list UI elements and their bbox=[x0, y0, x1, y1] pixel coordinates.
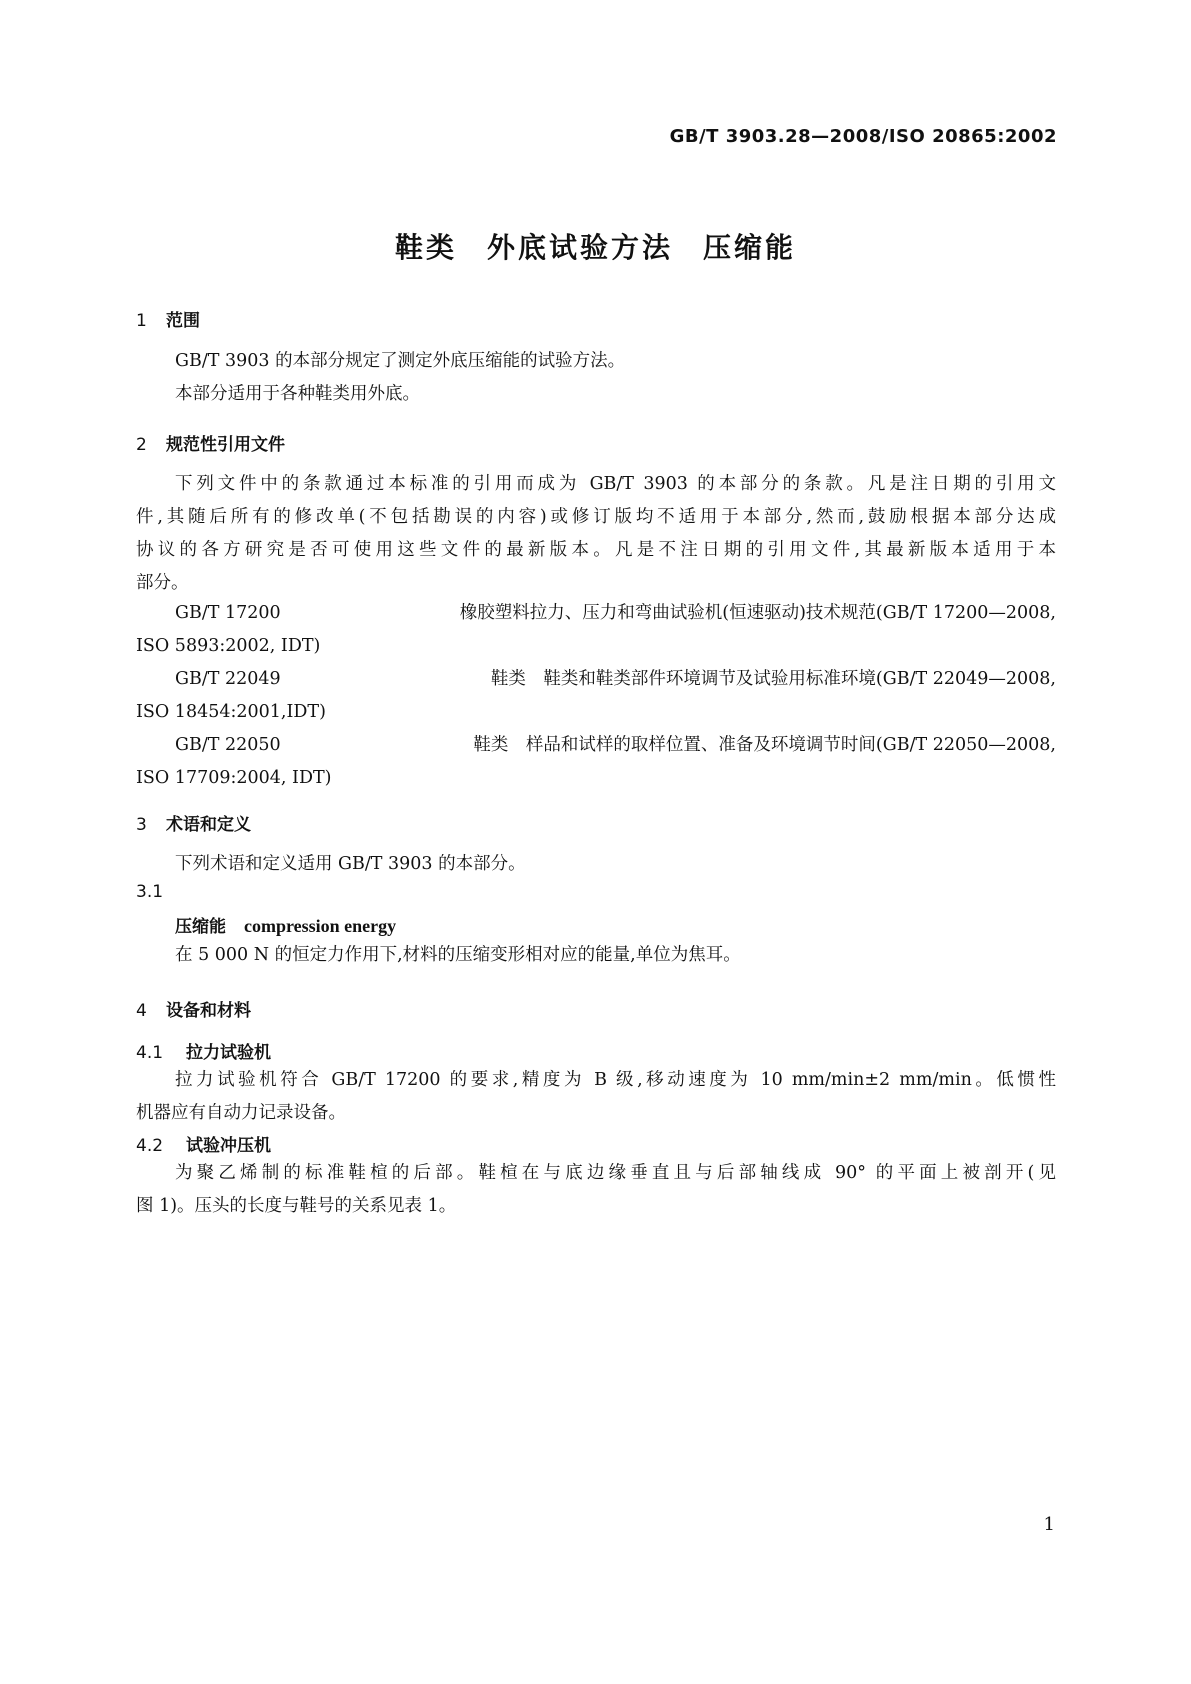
paragraph-line: 拉力试验机符合 GB/T 17200 的要求,精度为 B 级,移动速度为 10 mm/min±2 mm/min。低惯性 bbox=[175, 1070, 1056, 1090]
section-number: 2 bbox=[136, 435, 147, 455]
section-3-intro bbox=[136, 848, 1056, 881]
reference-continuation: ISO 18454:2001,IDT) bbox=[136, 702, 326, 722]
standard-code-header: GB/T 3903.28—2008/ISO 20865:2002 bbox=[669, 126, 1057, 147]
section-3-heading bbox=[136, 810, 251, 835]
paragraph-line: 图 1)。压头的长度与鞋号的关系见表 1。 bbox=[136, 1196, 457, 1216]
normative-reference bbox=[136, 597, 1056, 663]
section-title: 术语和定义 bbox=[166, 815, 251, 835]
document-title bbox=[0, 226, 1191, 266]
section-4-heading bbox=[136, 996, 251, 1021]
subsection-4-1-body bbox=[136, 1064, 1056, 1130]
title-part-1: 鞋类 bbox=[394, 231, 457, 264]
subsection-4-1-heading bbox=[136, 1038, 271, 1063]
page-number: 1 bbox=[1043, 1514, 1055, 1535]
section-title: 范围 bbox=[166, 311, 200, 331]
term-definition bbox=[136, 939, 1056, 972]
subsection-title: 试验冲压机 bbox=[186, 1136, 271, 1156]
subsection-number: 4.2 bbox=[136, 1136, 164, 1156]
paragraph: 本部分适用于各种鞋类用外底。 bbox=[175, 384, 420, 404]
paragraph-line: 协议的各方研究是否可使用这些文件的最新版本。凡是不注日期的引用文件,其最新版本适用于本 bbox=[136, 540, 1056, 560]
reference-title: 橡胶塑料拉力、压力和弯曲试验机(恒速驱动)技术规范(GB/T 17200—2008, bbox=[459, 603, 1056, 623]
title-part-2: 外底试验方法 bbox=[486, 231, 673, 264]
reference-code: GB/T 22050 bbox=[175, 735, 281, 755]
subsection-4-2-body bbox=[136, 1157, 1056, 1223]
paragraph-line: 部分。 bbox=[136, 573, 189, 593]
subsection-4-2-heading bbox=[136, 1131, 271, 1156]
term-chinese: 压缩能 bbox=[175, 917, 226, 937]
section-title: 规范性引用文件 bbox=[166, 435, 285, 455]
paragraph-line: 机器应有自动力记录设备。 bbox=[136, 1103, 346, 1123]
subsection-3-1-number: 3.1 bbox=[136, 882, 164, 902]
paragraph-line: 为聚乙烯制的标准鞋楦的后部。鞋楦在与底边缘垂直且与后部轴线成 90° 的平面上被剖开(见 bbox=[175, 1163, 1056, 1183]
section-number: 1 bbox=[136, 311, 147, 331]
reference-title: 鞋类 鞋类和鞋类部件环境调节及试验用标准环境(GB/T 22049—2008, bbox=[490, 669, 1056, 689]
subsection-title: 拉力试验机 bbox=[186, 1043, 271, 1063]
paragraph: GB/T 3903 的本部分规定了测定外底压缩能的试验方法。 bbox=[175, 351, 626, 371]
paragraph-line: 件,其随后所有的修改单(不包括勘误的内容)或修订版均不适用于本部分,然而,鼓励根据本部分达成 bbox=[136, 507, 1056, 527]
term-entry bbox=[175, 912, 396, 937]
section-2-intro bbox=[136, 468, 1056, 600]
paragraph-line: 下列文件中的条款通过本标准的引用而成为 GB/T 3903 的本部分的条款。凡是注日期的引用文 bbox=[175, 474, 1056, 494]
reference-continuation: ISO 17709:2004, IDT) bbox=[136, 768, 332, 788]
title-part-3: 压缩能 bbox=[703, 231, 797, 264]
normative-reference bbox=[136, 663, 1056, 729]
reference-code: GB/T 22049 bbox=[175, 669, 281, 689]
reference-code: GB/T 17200 bbox=[175, 603, 281, 623]
section-1-body bbox=[136, 345, 1056, 411]
reference-title: 鞋类 样品和试样的取样位置、准备及环境调节时间(GB/T 22050—2008, bbox=[473, 735, 1056, 755]
paragraph: 下列术语和定义适用 GB/T 3903 的本部分。 bbox=[175, 854, 526, 874]
reference-continuation: ISO 5893:2002, IDT) bbox=[136, 636, 321, 656]
section-1-heading bbox=[136, 306, 200, 331]
section-number: 3 bbox=[136, 815, 147, 835]
section-2-heading bbox=[136, 430, 285, 455]
paragraph: 在 5 000 N 的恒定力作用下,材料的压缩变形相对应的能量,单位为焦耳。 bbox=[175, 945, 741, 965]
subsection-number: 4.1 bbox=[136, 1043, 164, 1063]
term-english: compression energy bbox=[244, 916, 397, 936]
section-title: 设备和材料 bbox=[166, 1001, 251, 1021]
normative-reference bbox=[136, 729, 1056, 795]
section-number: 4 bbox=[136, 1001, 147, 1021]
